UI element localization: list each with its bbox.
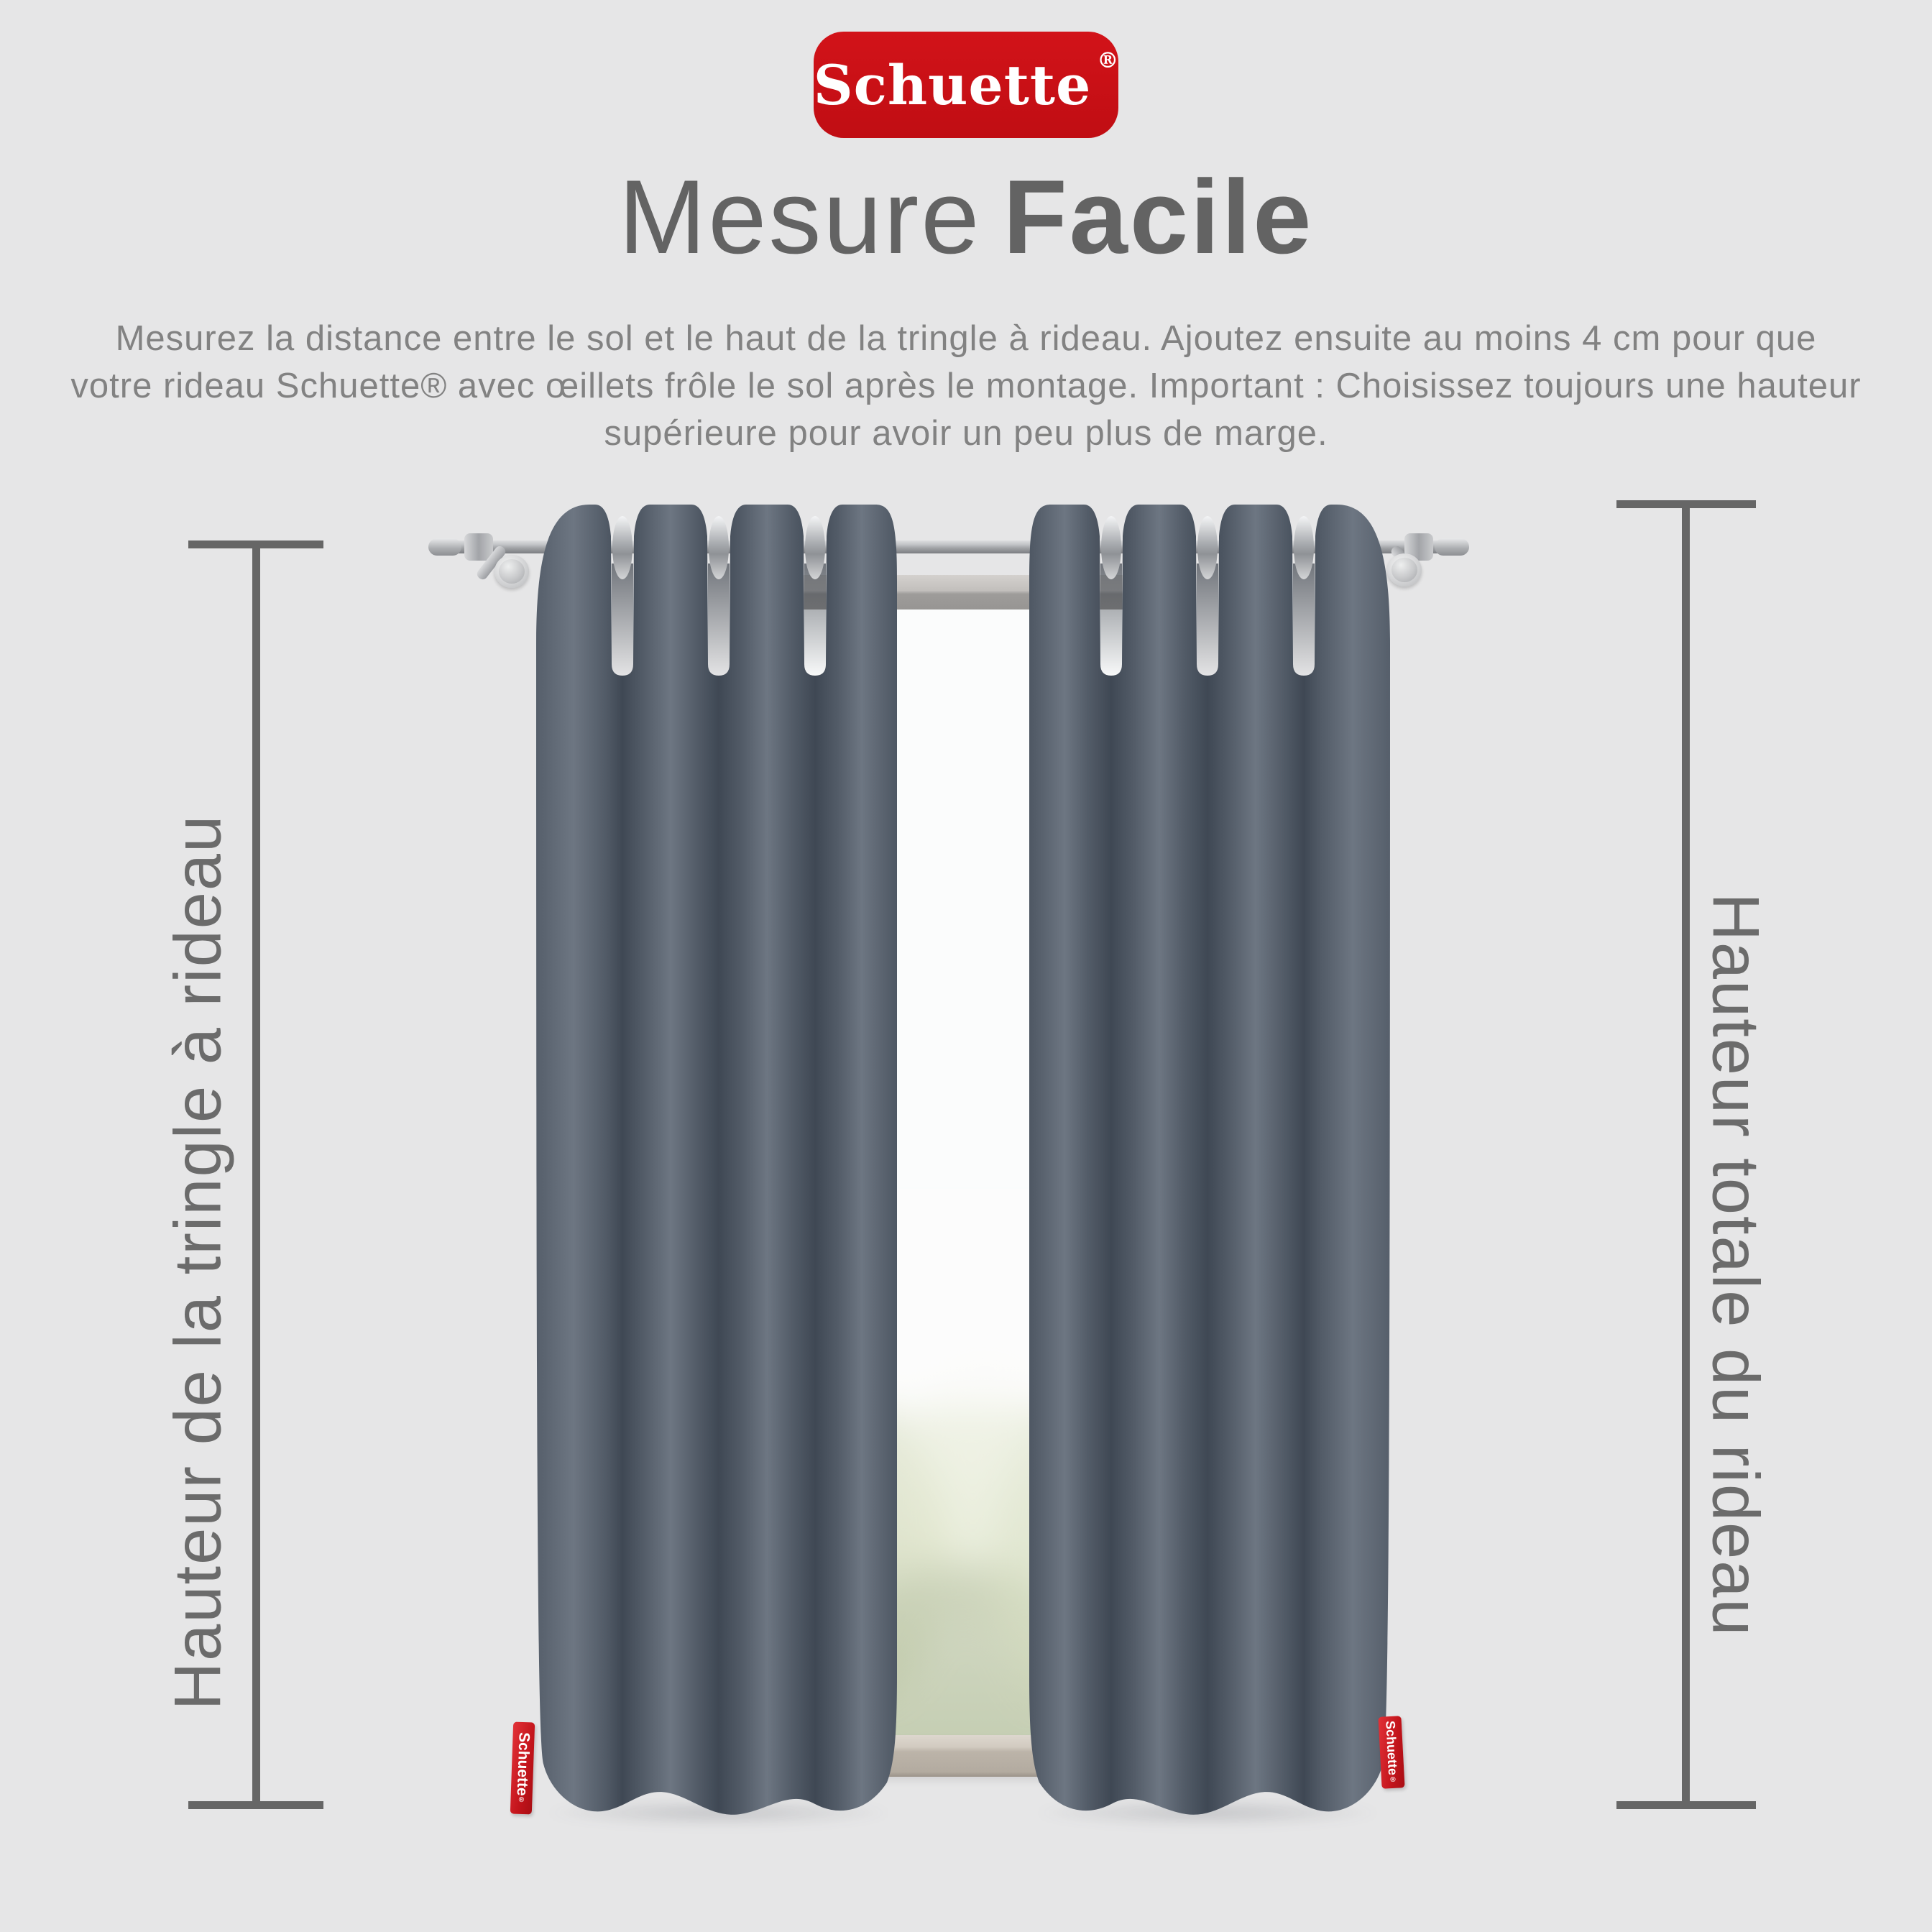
- measure-line-rod-height: [252, 540, 260, 1809]
- tag-text: Schuette: [1383, 1720, 1401, 1776]
- intro-line-1: Mesurez la distance entre le sol et le haut de la tringle à rideau. Ajoutez ensuite au moins 4 cm pour que: [115, 319, 1817, 358]
- measure-cap-bottom-left: [188, 1801, 323, 1809]
- measure-line-curtain-height: [1682, 500, 1690, 1809]
- page-title-light-word: Mesure: [618, 158, 982, 275]
- tag-registered-mark: ®: [1389, 1775, 1397, 1784]
- measure-cap-bottom-right: [1616, 1801, 1756, 1809]
- brand-logo: [814, 32, 1118, 138]
- curtain-panel-right: [1029, 505, 1390, 1815]
- intro-line-2: votre rideau Schuette® avec œillets frôle le sol après le montage. Important : Choisissez toujours une hauteur: [70, 367, 1862, 405]
- intro-paragraph: [53, 315, 1879, 457]
- intro-line-3: supérieure pour avoir un peu plus de marge.: [604, 414, 1328, 453]
- curtain-brand-tag-right: [1378, 1716, 1404, 1789]
- curtain-brand-tag-left: [510, 1722, 535, 1815]
- curtain-panel-left: [536, 505, 897, 1815]
- rod-height-label: Hauteur de la tringle à rideau: [161, 814, 235, 1711]
- curtain-panels: [431, 494, 1473, 1840]
- registered-trademark-icon: ®: [1097, 47, 1119, 73]
- tag-text: Schuette: [513, 1731, 533, 1797]
- page-title: [0, 157, 1932, 277]
- brand-logo-text: Schuette: [813, 52, 1092, 117]
- tag-registered-mark: ®: [517, 1795, 526, 1805]
- curtain-height-label: Hauteur totale du rideau: [1698, 893, 1772, 1637]
- page-title-bold-word: Facile: [1003, 158, 1314, 275]
